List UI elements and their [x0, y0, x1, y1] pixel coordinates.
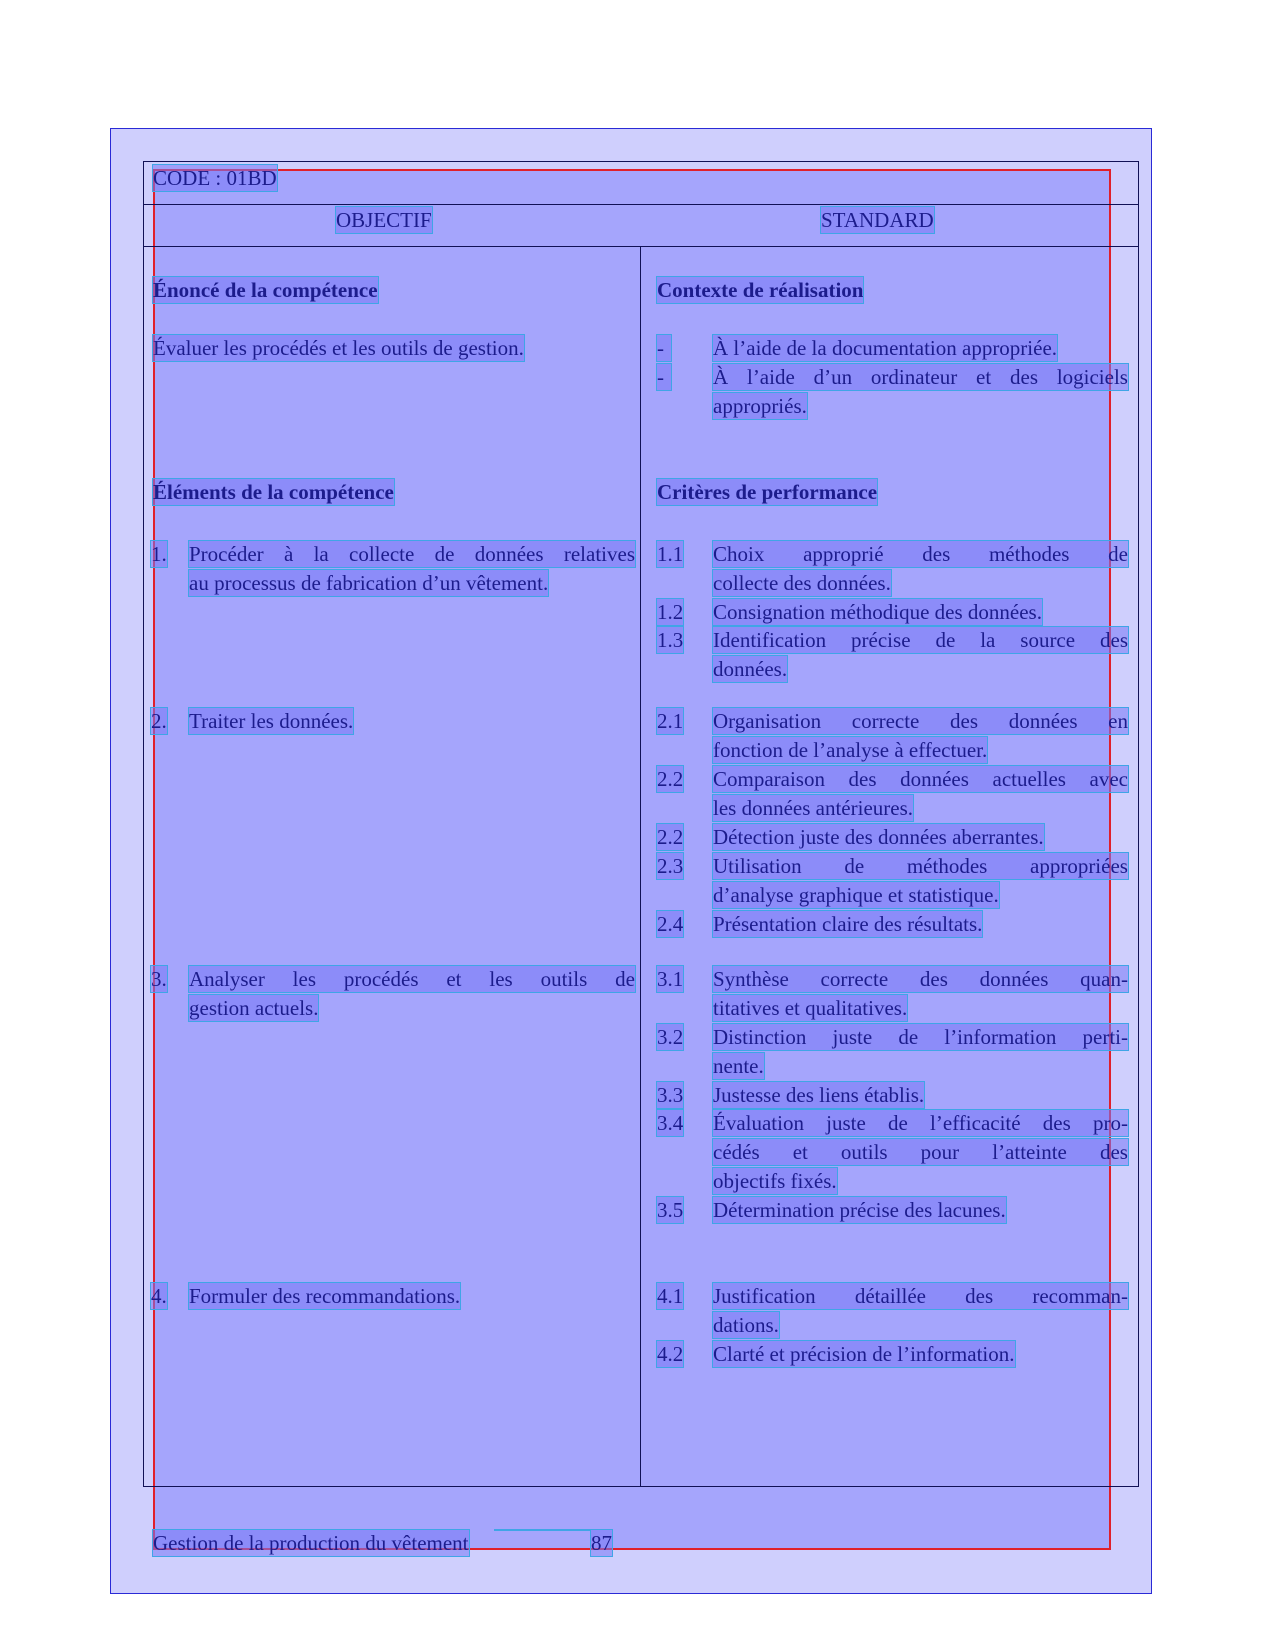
- criterion-number: 4.2: [657, 1342, 684, 1366]
- contexte-item-continued: appropriés.: [713, 394, 807, 418]
- criterion-text: Comparaison des données actuelles avec: [713, 767, 1128, 791]
- criterion-text: Synthèse correcte des données quan-: [713, 967, 1128, 991]
- criterion-text: Détermination précise des lacunes.: [713, 1198, 1006, 1222]
- footer-title: Gestion de la production du vêtement: [153, 1531, 469, 1555]
- criterion-number: 3.2: [657, 1025, 684, 1049]
- criterion-text: Évaluation juste de l’efficacité des pro-: [713, 1111, 1128, 1135]
- criterion-number: 2.2: [657, 825, 684, 849]
- elements-heading: Éléments de la compétence: [153, 480, 394, 504]
- criterion-number: 2.1: [657, 709, 684, 733]
- criterion-text: nente.: [713, 1054, 764, 1078]
- column-divider: [640, 246, 641, 1486]
- criterion-number: 2.2: [657, 767, 684, 791]
- enonce-text: Évaluer les procédés et les outils de gestion.: [153, 336, 524, 360]
- criterion-text: collecte des données.: [713, 571, 891, 595]
- criterion-number: 1.2: [657, 600, 684, 624]
- element-number: 2.: [151, 709, 167, 733]
- criterion-text: Utilisation de méthodes appropriées: [713, 854, 1128, 878]
- element-number: 4.: [151, 1284, 167, 1308]
- criterion-text: Consignation méthodique des données.: [713, 600, 1042, 624]
- criterion-text: Justification détaillée des recomman-: [713, 1284, 1128, 1308]
- element-text: Procéder à la collecte de données relatives: [189, 542, 635, 566]
- element-number: 3.: [151, 967, 167, 991]
- criterion-number: 1.3: [657, 628, 684, 652]
- criterion-text: Organisation correcte des données en: [713, 709, 1128, 733]
- element-text: Analyser les procédés et les outils de: [189, 967, 635, 991]
- criterion-text: cédés et outils pour l’atteinte des: [713, 1140, 1128, 1164]
- criteres-heading: Critères de performance: [657, 480, 878, 504]
- code-label: CODE : 01BD: [153, 166, 277, 190]
- contexte-bullet: -: [657, 364, 671, 390]
- criterion-text: Présentation claire des résultats.: [713, 912, 983, 936]
- criterion-text: objectifs fixés.: [713, 1169, 837, 1193]
- criterion-text: dations.: [713, 1313, 779, 1337]
- criterion-number: 4.1: [657, 1284, 684, 1308]
- criterion-text: données.: [713, 657, 788, 681]
- criterion-text: Distinction juste de l’information perti-: [713, 1025, 1128, 1049]
- element-text: Traiter les données.: [189, 709, 354, 733]
- criterion-number: 1.1: [657, 542, 684, 566]
- criterion-text: Choix approprié des méthodes de: [713, 542, 1128, 566]
- criterion-text: d’analyse graphique et statistique.: [713, 883, 999, 907]
- element-number: 1.: [151, 542, 167, 566]
- enonce-heading: Énoncé de la compétence: [153, 278, 378, 302]
- criterion-text: fonction de l’analyse à effectuer.: [713, 738, 988, 762]
- element-text: Formuler des recommandations.: [189, 1284, 461, 1308]
- criterion-number: 3.1: [657, 967, 684, 991]
- table-divider: [144, 246, 1138, 247]
- element-text: gestion actuels.: [189, 996, 319, 1020]
- contexte-heading: Contexte de réalisation: [657, 278, 864, 302]
- criterion-number: 2.4: [657, 912, 684, 936]
- criterion-number: 3.3: [657, 1083, 684, 1107]
- criterion-number: 3.4: [657, 1111, 684, 1135]
- contexte-item: À l’aide d’un ordinateur et des logiciels: [713, 365, 1128, 389]
- criterion-text: Identification précise de la source des: [713, 628, 1128, 652]
- criterion-text: Clarté et précision de l’information.: [713, 1342, 1015, 1366]
- page-number: 87: [591, 1531, 612, 1555]
- criterion-text: les données antérieures.: [713, 796, 914, 820]
- criterion-number: 2.3: [657, 854, 684, 878]
- criterion-text: Justesse des liens établis.: [713, 1083, 925, 1107]
- contexte-item: À l’aide de la documentation appropriée.: [713, 336, 1058, 360]
- criterion-number: 3.5: [657, 1198, 684, 1222]
- element-text: au processus de fabrication d’un vêtement.: [189, 571, 549, 595]
- objectif-header: OBJECTIF: [336, 208, 432, 232]
- criterion-text: titatives et qualitatives.: [713, 996, 908, 1020]
- criterion-text: Détection juste des données aberrantes.: [713, 825, 1044, 849]
- table-divider: [144, 204, 1138, 205]
- standard-header: STANDARD: [821, 208, 934, 232]
- contexte-bullet: -: [657, 335, 671, 361]
